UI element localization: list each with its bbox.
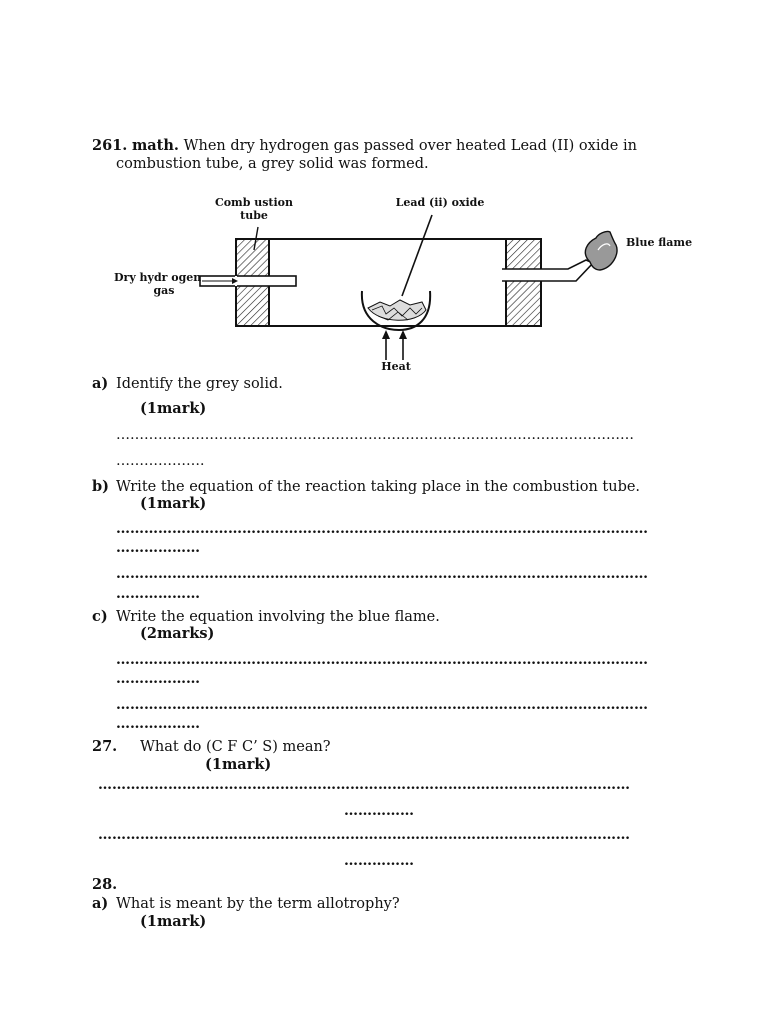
q261b-text: Write the equation of the reaction taking place in the combustion tube. xyxy=(116,479,641,495)
q28a-text: What is meant by the term allotrophy? xyxy=(116,896,400,912)
q261a-text: Identify the grey solid. xyxy=(116,376,283,392)
q261-number: 261. xyxy=(92,137,128,154)
q27-answer-line-4[interactable]: …………… xyxy=(344,854,414,868)
right-stopper xyxy=(506,239,541,326)
q261-tag: math. xyxy=(131,137,179,154)
apparatus-svg xyxy=(110,190,710,380)
dry-hydrogen-label-2: gas xyxy=(153,284,175,297)
q261b-answer-line-4[interactable]: ……………… xyxy=(116,587,200,601)
q27-number: 27. xyxy=(92,738,118,755)
q261c-answer-line-4[interactable]: ……………… xyxy=(116,717,200,731)
q27-answer-line-2[interactable]: …………… xyxy=(344,804,414,818)
q28a-letter: a) xyxy=(92,895,109,912)
q261c-answer-line-1[interactable]: …………………………………………………………………………………………………… xyxy=(116,653,648,667)
q27-answer-line-1[interactable]: …………………………………………………………………………………………………… xyxy=(98,778,630,792)
q28a-line xyxy=(92,895,400,913)
q261b-marks: (1mark) xyxy=(140,495,207,512)
q261c-marks: (2marks) xyxy=(140,625,215,642)
q261-line2: combustion tube, a grey solid was formed. xyxy=(116,156,429,172)
q28a-marks: (1mark) xyxy=(140,913,207,930)
q261b-line xyxy=(92,478,641,496)
q28-number: 28. xyxy=(92,876,118,893)
q27-marks: (1mark) xyxy=(205,756,272,773)
q261a-answer-line-1[interactable]: ………………………………………………………………………………………………… xyxy=(116,428,634,442)
q261a-marks: (1mark) xyxy=(140,400,207,417)
dry-hydrogen-label-1: Dry hydr ogen xyxy=(114,271,202,284)
q27-text: What do (C F C’ S) mean? xyxy=(140,739,331,755)
q261a-answer-line-2[interactable]: ………………. xyxy=(116,454,205,468)
q261b-letter: b) xyxy=(92,478,109,495)
lead-oxide-pointer xyxy=(402,215,432,296)
heat-label: Heat xyxy=(381,360,411,373)
lead-oxide-label: Lead (ii) oxide xyxy=(395,196,485,209)
q261b-answer-line-3[interactable]: …………………………………………………………………………………………………… xyxy=(116,567,648,581)
lead-oxide-pile xyxy=(368,300,426,320)
q261b-answer-line-2[interactable]: ……………… xyxy=(116,541,200,555)
q261c-answer-line-2[interactable]: ……………… xyxy=(116,672,200,686)
q27-answer-line-3[interactable]: …………………………………………………………………………………………………… xyxy=(98,828,630,842)
q261a-letter: a) xyxy=(92,375,109,392)
q261c-answer-line-3[interactable]: …………………………………………………………………………………………………… xyxy=(116,698,648,712)
q261c-letter: c) xyxy=(92,608,108,625)
q261c-line xyxy=(92,608,440,626)
blue-flame-label: Blue flame xyxy=(626,236,693,249)
q27-line xyxy=(92,738,331,756)
q261-line1 xyxy=(92,137,637,155)
apparatus-diagram xyxy=(110,190,710,380)
combustion-label-2: tube xyxy=(240,209,268,222)
q261b-answer-line-1[interactable]: …………………………………………………………………………………………………… xyxy=(116,522,648,536)
combustion-label-1: Comb ustion xyxy=(214,196,294,209)
q261c-text: Write the equation involving the blue flame. xyxy=(116,609,440,625)
q261-text-1: When dry hydrogen gas passed over heated Lead (II) oxide in xyxy=(183,138,637,154)
q261a-line xyxy=(92,375,283,393)
